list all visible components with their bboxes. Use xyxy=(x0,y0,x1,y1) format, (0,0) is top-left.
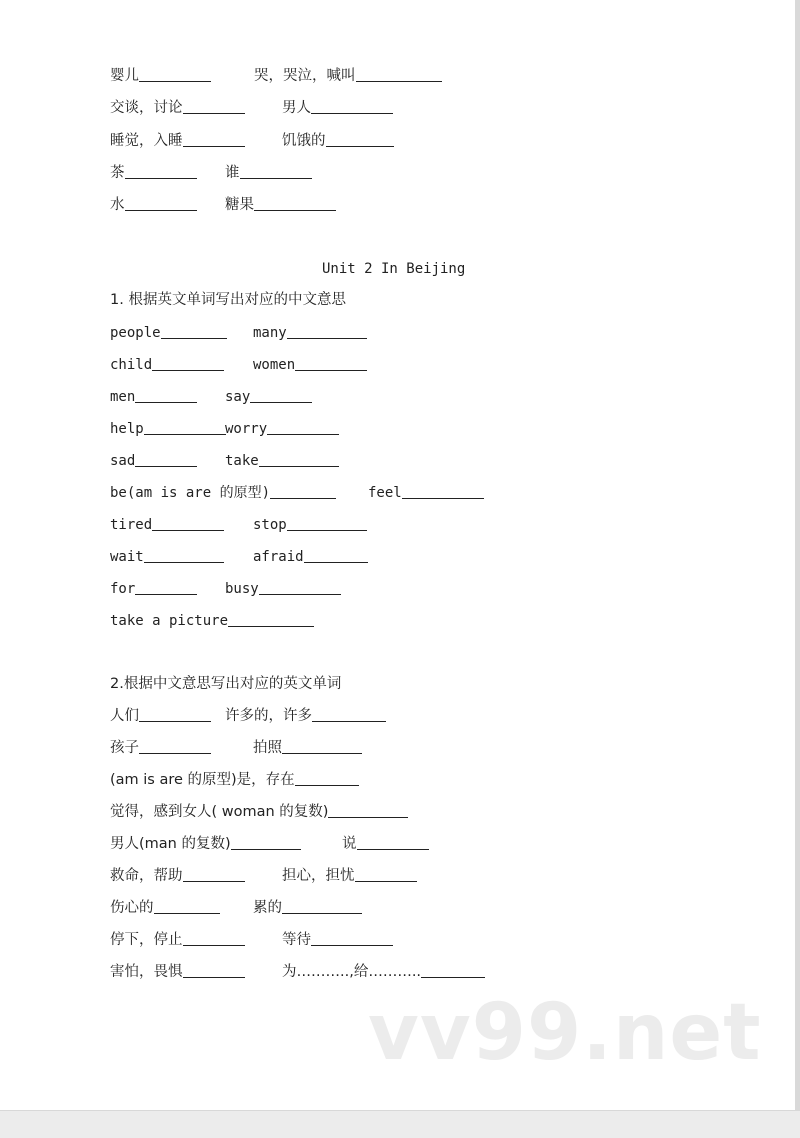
vocab-item xyxy=(110,161,197,185)
answer-blank[interactable] xyxy=(250,385,312,403)
worksheet-row xyxy=(110,928,710,952)
vocab-prompt: for xyxy=(110,581,136,597)
answer-blank[interactable] xyxy=(304,545,368,563)
vocab-item xyxy=(110,545,224,569)
vocab-prompt: tired xyxy=(110,517,153,533)
vocab-item xyxy=(282,129,394,153)
vocab-item xyxy=(225,704,386,728)
answer-blank[interactable] xyxy=(328,800,408,818)
answer-blank[interactable] xyxy=(183,864,245,882)
vocab-item xyxy=(110,736,211,760)
worksheet-row xyxy=(110,385,710,409)
vocab-item xyxy=(110,800,408,824)
section2-heading: 2.根据中文意思写出对应的英文单词 xyxy=(110,676,342,692)
vocab-item xyxy=(110,481,336,505)
answer-blank[interactable] xyxy=(144,545,224,563)
vocab-item xyxy=(110,353,224,377)
page-edge-shadow xyxy=(795,0,800,1137)
vocab-item xyxy=(225,385,312,409)
vocab-prompt: 等待 xyxy=(282,932,311,948)
vocab-prompt: people xyxy=(110,325,161,341)
answer-blank[interactable] xyxy=(144,417,226,435)
vocab-item xyxy=(368,481,484,505)
vocab-prompt: 哭，哭泣，喊叫 xyxy=(254,68,356,84)
answer-blank[interactable] xyxy=(183,129,245,147)
vocab-prompt: feel xyxy=(368,485,402,501)
answer-blank[interactable] xyxy=(295,353,367,371)
vocab-item xyxy=(253,896,362,920)
vocab-prompt: 谁 xyxy=(225,165,240,181)
vocab-item xyxy=(253,353,367,377)
answer-blank[interactable] xyxy=(312,704,386,722)
vocab-prompt: 说 xyxy=(342,836,357,852)
worksheet-row xyxy=(110,129,710,153)
answer-blank[interactable] xyxy=(421,960,485,978)
watermark-logo: vv99.net xyxy=(368,988,762,1078)
vocab-prompt: 为………..,给……….. xyxy=(282,964,422,980)
worksheet-row xyxy=(110,193,710,217)
worksheet-row xyxy=(110,64,710,88)
answer-blank[interactable] xyxy=(125,193,197,211)
vocab-prompt: busy xyxy=(225,581,259,597)
vocab-item xyxy=(110,321,227,345)
vocab-item xyxy=(342,832,429,856)
answer-blank[interactable] xyxy=(357,832,429,850)
worksheet-row xyxy=(110,545,710,569)
vocab-item xyxy=(110,64,211,88)
vocab-item xyxy=(253,321,367,345)
vocab-item xyxy=(225,449,339,473)
answer-blank[interactable] xyxy=(287,321,367,339)
worksheet-row xyxy=(110,864,710,888)
answer-blank[interactable] xyxy=(326,129,394,147)
vocab-item xyxy=(282,960,485,984)
vocab-item xyxy=(110,864,245,888)
vocab-prompt: 觉得，感到女人( woman 的复数) xyxy=(110,804,329,820)
vocab-prompt: 茶 xyxy=(110,165,125,181)
vocab-prompt: afraid xyxy=(253,549,304,565)
vocab-item xyxy=(282,96,393,120)
vocab-prompt: men xyxy=(110,389,136,405)
vocab-item xyxy=(110,896,220,920)
vocab-item xyxy=(110,832,301,856)
worksheet-row xyxy=(110,609,710,633)
answer-blank[interactable] xyxy=(161,321,227,339)
answer-blank[interactable] xyxy=(287,513,367,531)
section1-heading: 1. 根据英文单词写出对应的中文意思 xyxy=(110,292,346,308)
answer-blank[interactable] xyxy=(270,481,336,499)
vocab-prompt: 交谈，讨论 xyxy=(110,100,183,116)
worksheet-row xyxy=(110,353,710,377)
worksheet-row xyxy=(110,161,710,185)
vocab-prompt: many xyxy=(253,325,287,341)
worksheet-row xyxy=(110,96,710,120)
worksheet-row xyxy=(110,800,710,824)
vocab-item xyxy=(253,513,367,537)
answer-blank[interactable] xyxy=(295,768,359,786)
vocab-prompt: 人们 xyxy=(110,708,139,724)
vocab-item xyxy=(282,928,393,952)
vocab-item xyxy=(110,417,226,441)
worksheet-row xyxy=(110,832,710,856)
vocab-item xyxy=(110,960,245,984)
answer-blank[interactable] xyxy=(282,896,362,914)
vocab-prompt: wait xyxy=(110,549,144,565)
vocab-item xyxy=(110,768,359,792)
vocab-item xyxy=(225,417,339,441)
worksheet-row xyxy=(110,704,710,728)
vocab-item xyxy=(110,928,245,952)
worksheet-row xyxy=(110,577,710,601)
vocab-item xyxy=(110,385,197,409)
answer-blank[interactable] xyxy=(152,513,224,531)
answer-blank[interactable] xyxy=(183,96,245,114)
answer-blank[interactable] xyxy=(282,736,362,754)
vocab-prompt: 男人 xyxy=(282,100,311,116)
answer-blank[interactable] xyxy=(125,161,197,179)
vocab-prompt: sad xyxy=(110,453,136,469)
vocab-prompt: worry xyxy=(225,421,268,437)
answer-blank[interactable] xyxy=(183,928,245,946)
answer-blank[interactable] xyxy=(355,864,417,882)
vocab-prompt: 糖果 xyxy=(225,197,254,213)
answer-blank[interactable] xyxy=(154,896,220,914)
vocab-prompt: women xyxy=(253,357,296,373)
vocab-item xyxy=(110,609,314,633)
vocab-item xyxy=(253,545,368,569)
worksheet-row xyxy=(110,513,710,537)
answer-blank[interactable] xyxy=(259,577,341,595)
answer-blank[interactable] xyxy=(267,417,339,435)
vocab-prompt: 孩子 xyxy=(110,740,139,756)
vocab-prompt: 伤心的 xyxy=(110,900,154,916)
vocab-prompt: 害怕，畏惧 xyxy=(110,964,183,980)
worksheet-row xyxy=(110,960,710,984)
worksheet-row xyxy=(110,417,710,441)
vocab-prompt: 救命，帮助 xyxy=(110,868,183,884)
vocab-item xyxy=(282,864,417,888)
answer-blank[interactable] xyxy=(311,928,393,946)
vocab-item xyxy=(254,64,442,88)
vocab-item xyxy=(253,736,362,760)
answer-blank[interactable] xyxy=(254,193,336,211)
worksheet-row xyxy=(110,896,710,920)
vocab-prompt: be(am is are 的原型) xyxy=(110,485,271,501)
vocab-prompt: 累的 xyxy=(253,900,282,916)
vocab-prompt: 男人(man 的复数) xyxy=(110,836,231,852)
vocab-prompt: 担心，担忧 xyxy=(282,868,355,884)
vocab-item xyxy=(110,193,197,217)
worksheet-row xyxy=(110,736,710,760)
worksheet-row xyxy=(110,449,710,473)
answer-blank[interactable] xyxy=(356,64,442,82)
worksheet-row xyxy=(110,481,710,505)
vocab-prompt: 饥饿的 xyxy=(282,133,326,149)
vocab-prompt: 婴儿 xyxy=(110,68,139,84)
vocab-prompt: help xyxy=(110,421,144,437)
answer-blank[interactable] xyxy=(259,449,339,467)
unit-title: Unit 2 In Beijing xyxy=(322,261,466,277)
answer-blank[interactable] xyxy=(135,449,197,467)
answer-blank[interactable] xyxy=(240,161,312,179)
vocab-item xyxy=(110,96,245,120)
answer-blank[interactable] xyxy=(139,736,211,754)
answer-blank[interactable] xyxy=(139,704,211,722)
vocab-item xyxy=(110,449,197,473)
vocab-item xyxy=(225,577,341,601)
vocab-item xyxy=(110,513,224,537)
answer-blank[interactable] xyxy=(135,385,197,403)
vocab-item xyxy=(225,161,312,185)
vocab-prompt: 睡觉，入睡 xyxy=(110,133,183,149)
vocab-item xyxy=(110,577,197,601)
answer-blank[interactable] xyxy=(231,832,301,850)
vocab-prompt: take a picture xyxy=(110,613,229,629)
answer-blank[interactable] xyxy=(139,64,211,82)
viewer-bottom-bar xyxy=(0,1110,800,1138)
vocab-item xyxy=(110,129,245,153)
vocab-prompt: say xyxy=(225,389,251,405)
vocab-prompt: 水 xyxy=(110,197,125,213)
vocab-prompt: child xyxy=(110,357,153,373)
answer-blank[interactable] xyxy=(183,960,245,978)
vocab-item xyxy=(225,193,336,217)
vocab-prompt: take xyxy=(225,453,259,469)
vocab-prompt: 许多的，许多 xyxy=(225,708,312,724)
answer-blank[interactable] xyxy=(311,96,393,114)
answer-blank[interactable] xyxy=(228,609,314,627)
vocab-item xyxy=(110,704,211,728)
worksheet-row xyxy=(110,321,710,345)
vocab-prompt: 拍照 xyxy=(253,740,282,756)
worksheet-row xyxy=(110,768,710,792)
answer-blank[interactable] xyxy=(152,353,224,371)
vocab-prompt: 停下，停止 xyxy=(110,932,183,948)
vocab-prompt: stop xyxy=(253,517,287,533)
vocab-prompt: (am is are 的原型)是，存在 xyxy=(110,772,295,788)
answer-blank[interactable] xyxy=(135,577,197,595)
answer-blank[interactable] xyxy=(402,481,484,499)
